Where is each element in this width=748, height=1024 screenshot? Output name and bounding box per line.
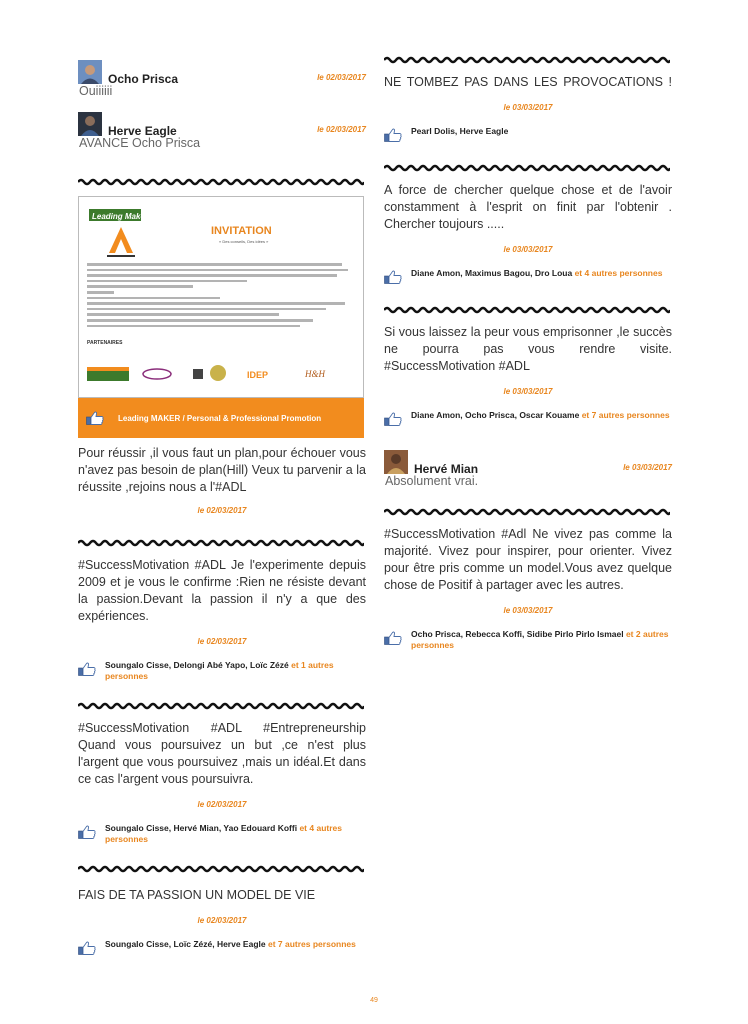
post-text: FAIS DE TA PASSION UN MODEL DE VIE [78,888,316,902]
post [78,557,366,682]
post-date: le 02/03/2017 [197,637,247,646]
post-text: A force de chercher quelque chose et de l'avoir constamment à l'esprit on finit par l'obtenir . Chercher toujours ..... [384,183,672,231]
likes-row[interactable] [384,268,672,284]
post-date: le 02/03/2017 [197,916,247,925]
post-date: le 03/03/2017 [503,103,553,112]
right-column [384,0,672,651]
like-icon[interactable] [78,662,96,676]
page-name[interactable]: Leading MAKER / Personal & Professional Promotion [118,413,322,423]
likers-more[interactable]: et 7 autres personnes [267,939,356,949]
like-icon[interactable] [78,825,96,839]
post-date: le 03/03/2017 [503,387,553,396]
comment-text: AVANCE Ocho Prisca [79,136,201,150]
likes-row[interactable] [78,660,366,682]
invitation-body-text [87,263,353,330]
likers[interactable]: Pearl Dolis, Herve Eagle [411,126,509,136]
like-icon[interactable] [384,270,402,284]
wavy-separator [78,865,364,873]
wavy-separator [78,702,364,710]
likers-more[interactable]: et 7 autres personnes [581,410,670,420]
likes-row[interactable] [78,823,366,845]
post [78,445,366,515]
post [78,720,366,845]
likers[interactable]: Diane Amon, Maximus Bagou, Dro Loua [411,268,573,278]
page-number: 49 [370,997,378,1004]
likers-more[interactable]: et 1 autres personnes [105,660,334,681]
post-text: Pour réussir ,il vous faut un plan,pour échouer vous n'avez pas besoin de plan(Hill) Veux tu parvenir a la réussite ,rejoins nous a l'#ADL [78,446,366,494]
comment-date: le 03/03/2017 [623,463,672,472]
post [78,887,366,955]
leading-maker-logo [87,205,151,263]
wavy-separator [384,164,670,172]
post [384,526,672,651]
svg-text:IDEP: IDEP [247,370,269,380]
likers-more[interactable]: et 4 autres personnes [574,268,663,278]
post-date: le 02/03/2017 [197,506,247,515]
invitation-subtitle: « Des conseils, Des idées » [219,239,269,244]
svg-text:H&H: H&H [305,369,325,379]
like-icon[interactable] [78,941,96,955]
partners-label: PARTENAIRES [87,340,123,346]
comment-text: Absolument vrai. [385,474,479,488]
comment-author[interactable]: Ocho Prisca [108,72,179,86]
post-text: #SuccessMotivation #ADL Je l'experimente depuis 2009 et je vous le confirme :Rien ne résiste devant la passion.Devant la passion il n'y a que des expériences. [78,558,366,623]
likers[interactable]: Ocho Prisca, Rebecca Koffi, Sidibe Pirlo Pirlo Ismael [411,629,624,639]
avatar [78,112,102,136]
avatar [78,60,102,84]
likes-row[interactable] [384,629,672,651]
partner-logos [87,357,355,387]
likes-row[interactable] [384,410,672,426]
post-text: Si vous laissez la peur vous emprisonner ,le succès ne pourra pas vous rendre visite. #SuccessMotivation #ADL [384,325,672,373]
likes-row[interactable] [384,126,672,142]
wavy-separator [384,508,670,516]
like-icon[interactable] [384,412,402,426]
post-text: #SuccessMotivation #Adl Ne vivez pas comme la majorité. Vivez pour inspirer, pour orienter. Vivez pour être pris comme un model.Vous avez quelque chose de Positif à partager avec les autres. [384,527,672,592]
likers[interactable]: Soungalo Cisse, Hervé Mian, Yao Edouard Koffi [105,823,298,833]
likers[interactable]: Diane Amon, Ocho Prisca, Oscar Kouame [411,410,580,420]
likers[interactable]: Soungalo Cisse, Loïc Zézé, Herve Eagle [105,939,266,949]
like-icon[interactable] [384,128,402,142]
likes-row[interactable] [78,939,366,955]
page-share-bar[interactable] [78,398,364,438]
invitation-title: INVITATION [211,225,272,237]
wavy-separator [384,56,670,64]
like-icon[interactable] [384,631,402,645]
wavy-separator [384,306,670,314]
comment [78,112,366,180]
comment-author[interactable]: Hervé Mian [414,462,479,476]
avatar [384,450,408,474]
post-date: le 02/03/2017 [197,800,247,809]
comment [384,450,672,506]
likers[interactable]: Soungalo Cisse, Delongi Abé Yapo, Loïc Zézé [105,660,289,670]
logo-text: Leading Maker [92,212,149,221]
left-column [78,0,366,955]
wavy-separator [78,539,364,547]
comment-date: le 02/03/2017 [317,73,366,82]
post-date: le 03/03/2017 [503,245,553,254]
like-icon [86,411,104,425]
post-text: #SuccessMotivation #ADL #Entrepreneurship Quand vous poursuivez un but ,ce n'est plus l'argent que vous poursuivez ,mais un idéal.Et dans ce cas l'argent vous poursuivra. [78,721,366,786]
invitation-image[interactable] [78,196,364,398]
comment-text: Ouiiiiii [79,84,113,98]
comment-author[interactable]: Herve Eagle [108,124,177,138]
likers-more[interactable]: et 4 autres personnes [105,823,342,844]
post-date: le 03/03/2017 [503,606,553,615]
comment-date: le 02/03/2017 [317,125,366,134]
likers-more[interactable]: et 2 autres personnes [411,629,669,650]
post-text: NE TOMBEZ PAS DANS LES PROVOCATIONS ! [384,75,672,89]
post [384,182,672,284]
post [384,324,672,426]
post [384,74,672,142]
